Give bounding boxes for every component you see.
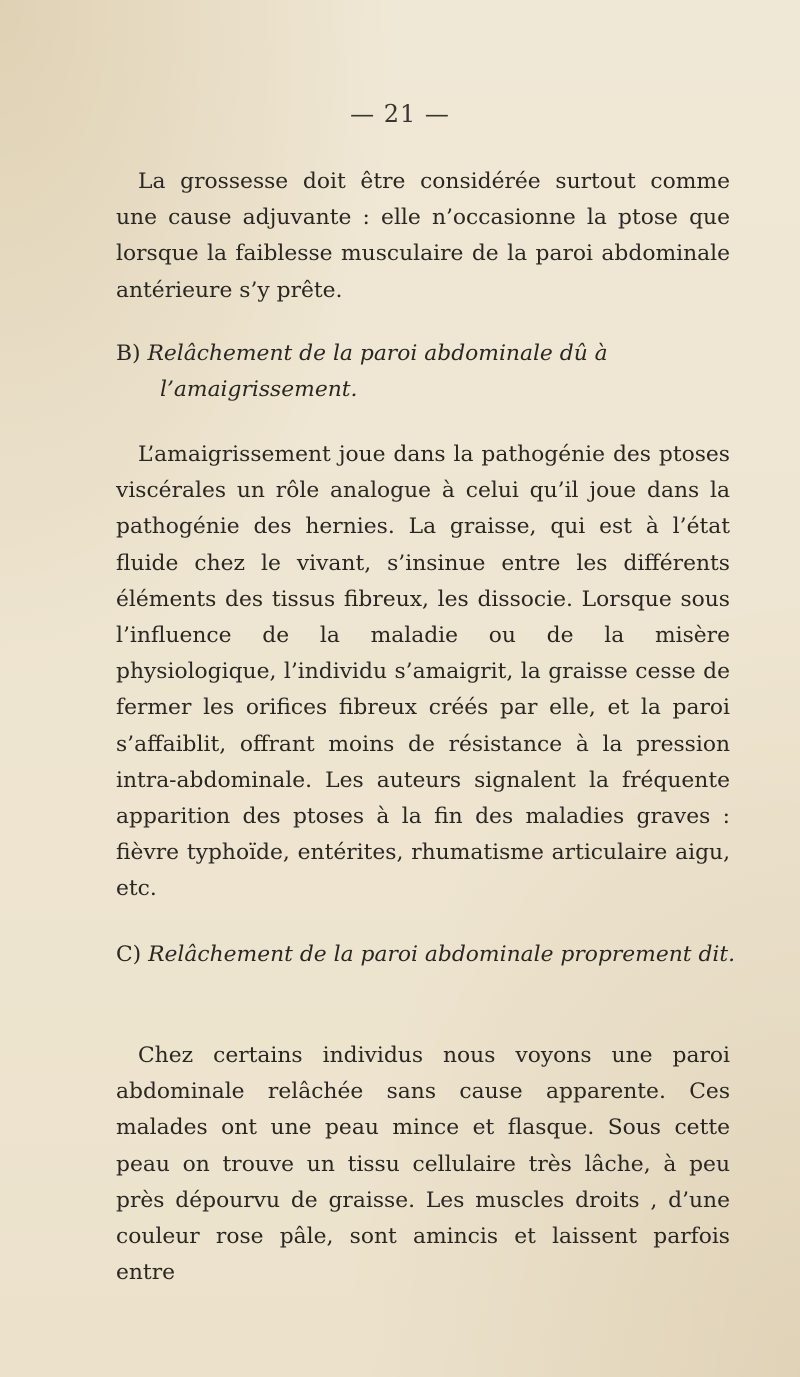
section-title-b: Relâchement de la paroi abdominale dû à l’amaigrissement. [147,341,608,403]
section-heading-c [116,937,774,973]
section-title-c: Relâchement de la paroi abdominale proprement dit. [148,942,736,967]
section-letter-c: C) [116,942,142,967]
section-heading-b [116,336,774,408]
paragraph-grossesse: La grossesse doit être considérée surtout comme une cause adjuvante : elle n’occasionne la ptose que lorsque la faiblesse musculaire de la paroi abdominale antérieure s’y prête. [116,169,730,303]
page-number: — 21 — [350,100,450,128]
paragraph-certains-individus: Chez certains individus nous voyons une paroi abdominale relâchée sans cause apparente. Ces malades ont une peau mince et flasque. Sous cette peau on trouve un tissu cellulaire très lâche, à peu près dépourvu de graisse. Les muscles droits , d’une couleur rose pâle, sont amincis et laissent parfois entre [116,1043,730,1286]
paragraph-amaigrissement: L’amaigrissement joue dans la pathogénie des ptoses viscérales un rôle analogue à celui qu’il joue dans la pathogénie des hernies. La graisse, qui est à l’état fluide chez le vivant, s’insinue entre les différents éléments des tissus fibreux, les dissocie. Lorsque sous l’influence de la maladie ou de la misère physiologique, l’individu s’amaigrit, la graisse cesse de fermer les orifices fibreux créés par elle, et la paroi s’affaiblit, offrant moins de résistance à la pression intra-abdominale. Les auteurs signalent la fréquente apparition des ptoses à la fin des maladies graves : fièvre typhoïde, entérites, rhumatisme articulaire aigu, etc. [116,442,730,902]
section-letter-b: B) [116,341,141,366]
